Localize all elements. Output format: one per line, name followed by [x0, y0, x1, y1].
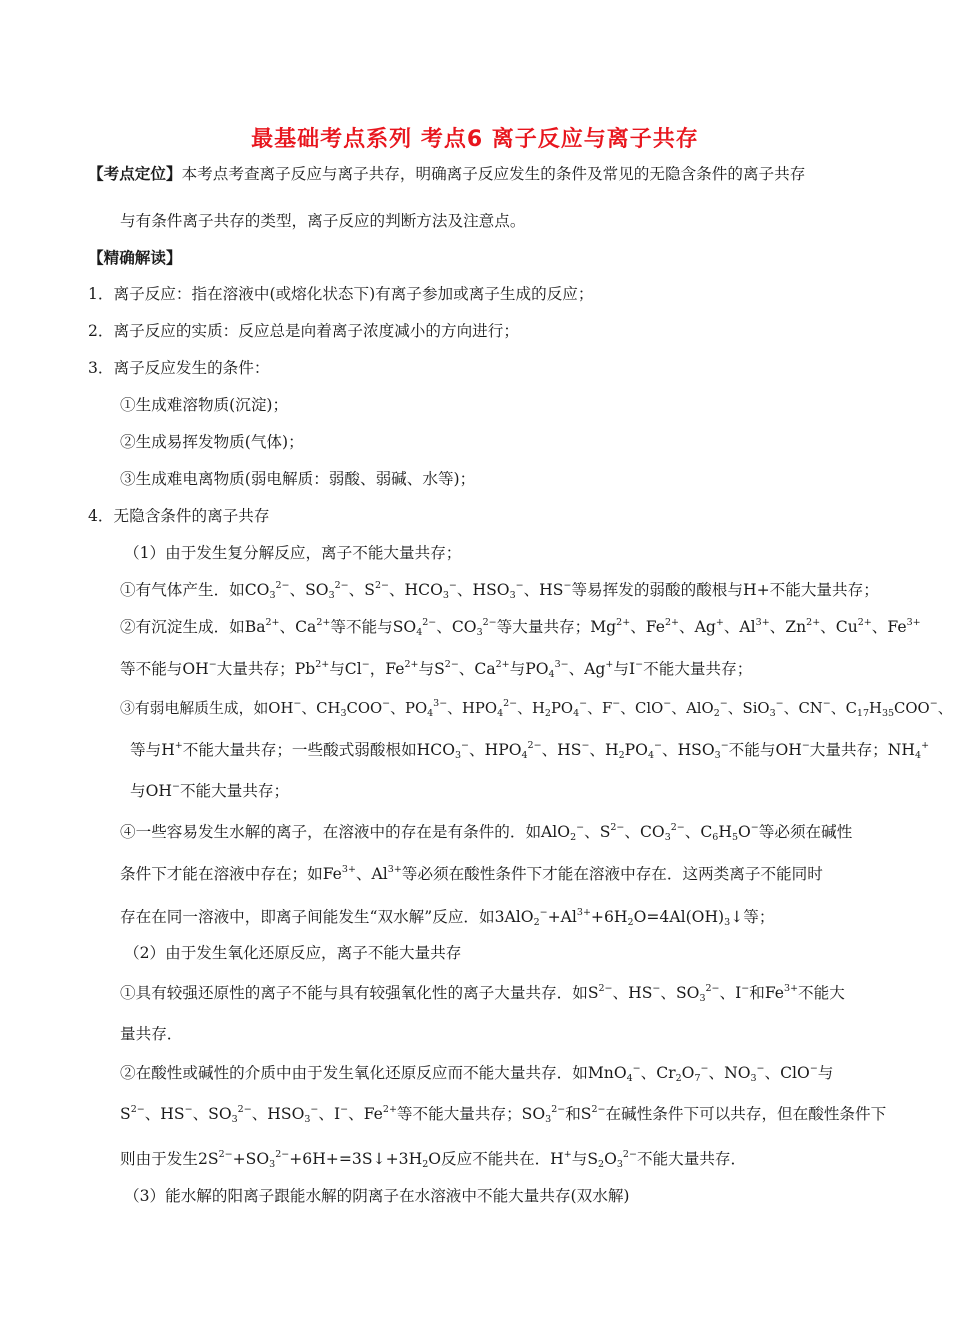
text-run: +6H [590, 908, 628, 926]
subscript: 4 [915, 750, 922, 761]
text-run: 、Fe [871, 618, 907, 636]
text-run: 、CH [301, 700, 341, 717]
text-run: 不能大量共存；一些酸式弱酸根如HCO [182, 741, 455, 759]
text-run: 与 [817, 1064, 834, 1082]
section-heading: 【精确解读】 [88, 248, 182, 267]
condition-3: ③生成难电离物质(弱电解质：弱酸、弱碱、水等)； [120, 470, 476, 488]
text-run: 、Ca [458, 660, 496, 678]
subscript: 3 [269, 590, 276, 601]
superscript: 3+ [387, 864, 402, 875]
text-run: O [604, 1150, 617, 1168]
superscript: − [654, 740, 662, 751]
text-run: 和Fe [749, 984, 785, 1002]
superscript: − [632, 1063, 641, 1074]
text-run: 在碱性条件下可以共存，但在酸性条件下 [605, 1105, 887, 1123]
text-run: 、I [719, 984, 742, 1002]
superscript: 2+ [616, 617, 631, 628]
superscript: 2− [275, 580, 290, 591]
text-run: 、Fe [630, 618, 665, 636]
text-run: ①有气体产生．如CO [120, 581, 270, 599]
superscript: 2− [670, 822, 685, 833]
superscript: − [382, 698, 391, 709]
subscript: 4 [626, 1073, 633, 1084]
subscript: 3 [769, 708, 776, 719]
condition-1: ①生成难溶物质(沉淀)； [120, 396, 289, 414]
subscript: 4 [521, 750, 528, 761]
superscript: − [801, 740, 810, 751]
superscript: 3− [554, 659, 569, 670]
text-run: 等必须在酸性条件下才能在溶液中存在．这两类离子不能同时 [401, 865, 823, 883]
superscript: 3+ [906, 617, 921, 628]
paragraph-1: 1．离子反应：指在溶液中(或熔化状态下)有离子参加或离子生成的反应； [88, 285, 594, 303]
text-run: PO [624, 741, 648, 759]
text-run: 、HS [612, 984, 653, 1002]
text-run: 、HSO [456, 581, 510, 599]
subscript: 3 [664, 832, 671, 843]
subscript: 3 [304, 1114, 311, 1125]
subscript: 2 [618, 750, 625, 761]
paragraph-4: 4．无隐含条件的离子共存 [88, 507, 270, 525]
text-run: 不能大 [798, 984, 845, 1002]
text-run: 、HS [541, 741, 582, 759]
text-run: 、Fe [348, 1105, 383, 1123]
subscript: 2 [570, 832, 577, 843]
superscript: 3+ [576, 907, 591, 918]
redox-medium-line-2 [120, 1104, 886, 1124]
subsection-1: （1）由于发生复分解反应，离子不能大量共存； [124, 544, 462, 562]
text-run: 、Cr [640, 1064, 676, 1082]
text-run: +SO [232, 1150, 270, 1168]
superscript: 2− [130, 1104, 145, 1115]
redox-line-2: 量共存． [120, 1025, 183, 1043]
superscript: − [539, 907, 548, 918]
superscript: 2− [591, 1104, 606, 1115]
text-run: COO [346, 700, 383, 717]
hydrolysis-line-2 [120, 864, 823, 884]
superscript: + [921, 740, 930, 751]
redox-medium-line-3 [120, 1149, 746, 1169]
superscript: − [340, 1104, 349, 1115]
superscript: − [750, 822, 759, 833]
text-run: H [869, 700, 882, 717]
superscript: 3+ [341, 864, 356, 875]
superscript: + [563, 1149, 572, 1160]
precipitate-line-2 [120, 659, 752, 679]
superscript: 2− [482, 617, 497, 628]
text-run: 、HSO [661, 741, 715, 759]
superscript: − [310, 1104, 319, 1115]
text-run: 和S [565, 1105, 592, 1123]
text-run: 、C [684, 823, 713, 841]
superscript: 2+ [495, 659, 510, 670]
superscript: − [448, 580, 457, 591]
subscript: 2 [675, 1073, 682, 1084]
text-run: 、AlO [671, 700, 714, 717]
text-run: 、SO [192, 1105, 232, 1123]
superscript: 3+ [784, 983, 799, 994]
superscript: − [461, 740, 470, 751]
superscript: − [635, 659, 644, 670]
subscript: 35 [881, 708, 895, 719]
text-run: 、HSO [251, 1105, 305, 1123]
superscript: 2− [422, 617, 437, 628]
superscript: 2+ [265, 617, 280, 628]
positioning-line-1 [88, 164, 805, 184]
text-run: 、SO [289, 581, 329, 599]
superscript: 2− [218, 1149, 233, 1160]
superscript: − [822, 698, 831, 709]
subscript: 3 [340, 708, 347, 719]
superscript: 2+ [664, 617, 679, 628]
subscript: 3 [442, 590, 449, 601]
subscript: 17 [856, 708, 870, 719]
subscript: 4 [573, 708, 580, 719]
text-run: 与I [613, 660, 636, 678]
superscript: − [293, 698, 302, 709]
superscript: 2+ [316, 617, 331, 628]
text-run: 、 [937, 700, 953, 717]
text-run: 、HS [144, 1105, 185, 1123]
superscript: − [719, 698, 728, 709]
superscript: − [576, 822, 585, 833]
superscript: + [605, 659, 614, 670]
precipitate-line [120, 617, 921, 637]
subsection-3: （3）能水解的阳离子跟能水解的阴离子在水溶液中不能大量共存(双水解) [124, 1187, 630, 1205]
text-run: 不能大量共存； [179, 782, 290, 800]
positioning-line-2: 与有条件离子共存的类型，离子反应的判断方法及注意点。 [120, 212, 526, 230]
subscript: 4 [427, 708, 434, 719]
subscript: 2 [598, 1159, 605, 1170]
superscript: 2+ [857, 617, 872, 628]
superscript: − [929, 698, 938, 709]
subscript: 6 [712, 832, 719, 843]
superscript: − [515, 580, 524, 591]
text-run: 与S [418, 660, 445, 678]
text-run: 、CN [783, 700, 823, 717]
page-title: 最基础考点系列 考点6 离子反应与离子共存 [251, 127, 699, 152]
superscript: 2− [334, 580, 349, 591]
text-run: 、ClO [620, 700, 664, 717]
superscript: 2+ [404, 659, 419, 670]
text-run: 、Al [723, 618, 756, 636]
text-run: 与OH [130, 782, 172, 800]
text-run: COO [894, 700, 930, 717]
subscript: 4 [416, 627, 423, 638]
subscript: 3 [616, 1159, 623, 1170]
superscript: 2− [275, 1149, 290, 1160]
text-run: 、HPO [469, 741, 522, 759]
text-run: 等大量共存；Mg [496, 618, 617, 636]
weak-electrolyte-line-3 [130, 781, 289, 801]
text-run: 等必须在碱性 [758, 823, 853, 841]
text-run: 、H [517, 700, 545, 717]
text-run: 、S [348, 581, 375, 599]
text-run: ↓等； [730, 908, 775, 926]
weak-electrolyte-line-2 [130, 740, 929, 760]
superscript: 2− [503, 698, 518, 709]
subscript: 4 [548, 669, 555, 680]
text-run: 条件下才能在溶液中存在；如Fe [120, 865, 342, 883]
text-run: 、CO [436, 618, 477, 636]
superscript: − [612, 698, 621, 709]
text-run: ①具有较强还原性的离子不能与具有较强氧化性的离子大量共存．如S [120, 984, 599, 1002]
superscript: − [720, 740, 729, 751]
text-run: 、HCO [388, 581, 443, 599]
text-run: 、CO [624, 823, 665, 841]
positioning-label: 【考点定位】 [88, 164, 182, 183]
text-run: H [718, 823, 732, 841]
subscript: 2 [544, 708, 551, 719]
subscript: 2 [627, 917, 634, 928]
redox-line [120, 983, 845, 1003]
text-run: 等不能与SO [330, 618, 417, 636]
superscript: − [700, 1063, 709, 1074]
subscript: 3 [476, 627, 483, 638]
superscript: − [579, 698, 588, 709]
superscript: − [361, 659, 370, 670]
text-run: 、H [589, 741, 619, 759]
text-run: 大量共存；Pb [216, 660, 316, 678]
text-run: 与Cl [329, 660, 362, 678]
superscript: 2− [444, 659, 459, 670]
subscript: 3 [545, 1114, 552, 1125]
subscript: 7 [694, 1073, 701, 1084]
subscript: 2 [533, 917, 540, 928]
text-run: 、S [584, 823, 611, 841]
text-run: 、Al [355, 865, 388, 883]
gas-line [120, 580, 879, 600]
superscript: − [184, 1104, 193, 1115]
superscript: − [208, 659, 217, 670]
superscript: 3− [433, 698, 448, 709]
text-run: 与PO [509, 660, 549, 678]
superscript: − [563, 580, 572, 591]
text-run: ②在酸性或碱性的介质中由于发生氧化还原反应而不能大量共存．如MnO [120, 1064, 627, 1082]
subscript: 3 [455, 750, 462, 761]
text-run: O [738, 823, 751, 841]
paragraph-2: 2．离子反应的实质：反应总是向着离子浓度减小的方向进行； [88, 322, 519, 340]
superscript: + [174, 740, 183, 751]
text-run: S [120, 1105, 131, 1123]
text-run: ②有沉淀生成．如Ba [120, 618, 266, 636]
paragraph-3: 3．离子反应发生的条件： [88, 359, 270, 377]
subscript: 3 [714, 750, 721, 761]
text-run: 、Ag [679, 618, 716, 636]
superscript: 2+ [315, 659, 330, 670]
text-run: +6H+=3S↓+3H [289, 1150, 423, 1168]
text-run: 、SO [660, 984, 700, 1002]
subsection-2: （2）由于发生氧化还原反应，离子不能大量共存 [124, 944, 462, 962]
text-run: 等不能大量共存；SO [396, 1105, 546, 1123]
text-run: 与S [571, 1150, 599, 1168]
superscript: 2− [551, 1104, 566, 1115]
text-run: PO [550, 700, 574, 717]
subscript: 2 [422, 1159, 429, 1170]
text-run: 、SiO [727, 700, 770, 717]
text-run: 不能与OH [728, 741, 802, 759]
text-run: 、Cu [820, 618, 858, 636]
superscript: − [741, 983, 750, 994]
superscript: − [663, 698, 672, 709]
text-run: O [681, 1064, 695, 1082]
text-run: 不能大量共存． [636, 1150, 747, 1168]
text-run: 、ClO [764, 1064, 810, 1082]
text-run: 、HPO [447, 700, 498, 717]
superscript: 2+ [806, 617, 821, 628]
superscript: − [809, 1063, 818, 1074]
text-run: +Al [547, 908, 577, 926]
text-run: 不能大量共存； [643, 660, 753, 678]
text-run: 、Ag [568, 660, 606, 678]
text-run: 、F [587, 700, 613, 717]
superscript: − [756, 1063, 765, 1074]
text-run: 、PO [390, 700, 428, 717]
text-run: 、Zn [769, 618, 807, 636]
text-run: 、I [318, 1105, 341, 1123]
superscript: − [581, 740, 590, 751]
text-run: 等不能与OH [120, 660, 209, 678]
text-run: 、Ca [279, 618, 317, 636]
text-run: 存在在同一溶液中，即离子间能发生“双水解”反应．如3AlO [120, 908, 534, 926]
subscript: 4 [497, 708, 504, 719]
superscript: 2− [705, 983, 720, 994]
subscript: 3 [269, 1159, 276, 1170]
text-run: 、HS [523, 581, 564, 599]
superscript: − [652, 983, 661, 994]
subscript: 5 [731, 832, 738, 843]
text-run: ④一些容易发生水解的离子，在溶液中的存在是有条件的．如AlO [120, 823, 571, 841]
superscript: 2− [374, 580, 389, 591]
text-run: 等与H [130, 741, 175, 759]
text-run: O=4Al(OH) [633, 908, 725, 926]
superscript: 2− [598, 983, 613, 994]
text-run: 等易挥发的弱酸的酸根与H+不能大量共存； [571, 581, 879, 599]
subscript: 3 [509, 590, 516, 601]
superscript: 2− [527, 740, 542, 751]
superscript: 2− [610, 822, 625, 833]
condition-2: ②生成易挥发物质(气体)； [120, 433, 304, 451]
text-run: 大量共存；NH [809, 741, 916, 759]
superscript: − [775, 698, 784, 709]
text-run: ，Fe [369, 660, 405, 678]
text-run: 则由于发生2S [120, 1150, 219, 1168]
superscript: 2− [622, 1149, 637, 1160]
hydrolysis-line [120, 822, 852, 842]
superscript: + [715, 617, 724, 628]
superscript: 2+ [382, 1104, 397, 1115]
subscript: 3 [750, 1073, 757, 1084]
subscript: 3 [231, 1114, 238, 1125]
text-run: 、C [830, 700, 857, 717]
subscript: 4 [647, 750, 654, 761]
hydrolysis-line-3 [120, 907, 774, 927]
subscript: 3 [724, 917, 731, 928]
superscript: 3+ [755, 617, 770, 628]
subscript: 3 [699, 993, 706, 1004]
positioning-text: 本考点考查离子反应与离子共存，明确离子反应发生的条件及常见的无隐含条件的离子共存 [181, 165, 806, 183]
text-run: O反应不能共在．H [428, 1150, 564, 1168]
weak-electrolyte-line [120, 699, 953, 719]
redox-medium-line [120, 1063, 833, 1083]
text-run: ③有弱电解质生成，如OH [120, 700, 294, 717]
superscript: 2− [237, 1104, 252, 1115]
text-run: 、NO [708, 1064, 751, 1082]
subscript: 2 [713, 708, 720, 719]
superscript: − [171, 781, 180, 792]
subscript: 3 [328, 590, 335, 601]
